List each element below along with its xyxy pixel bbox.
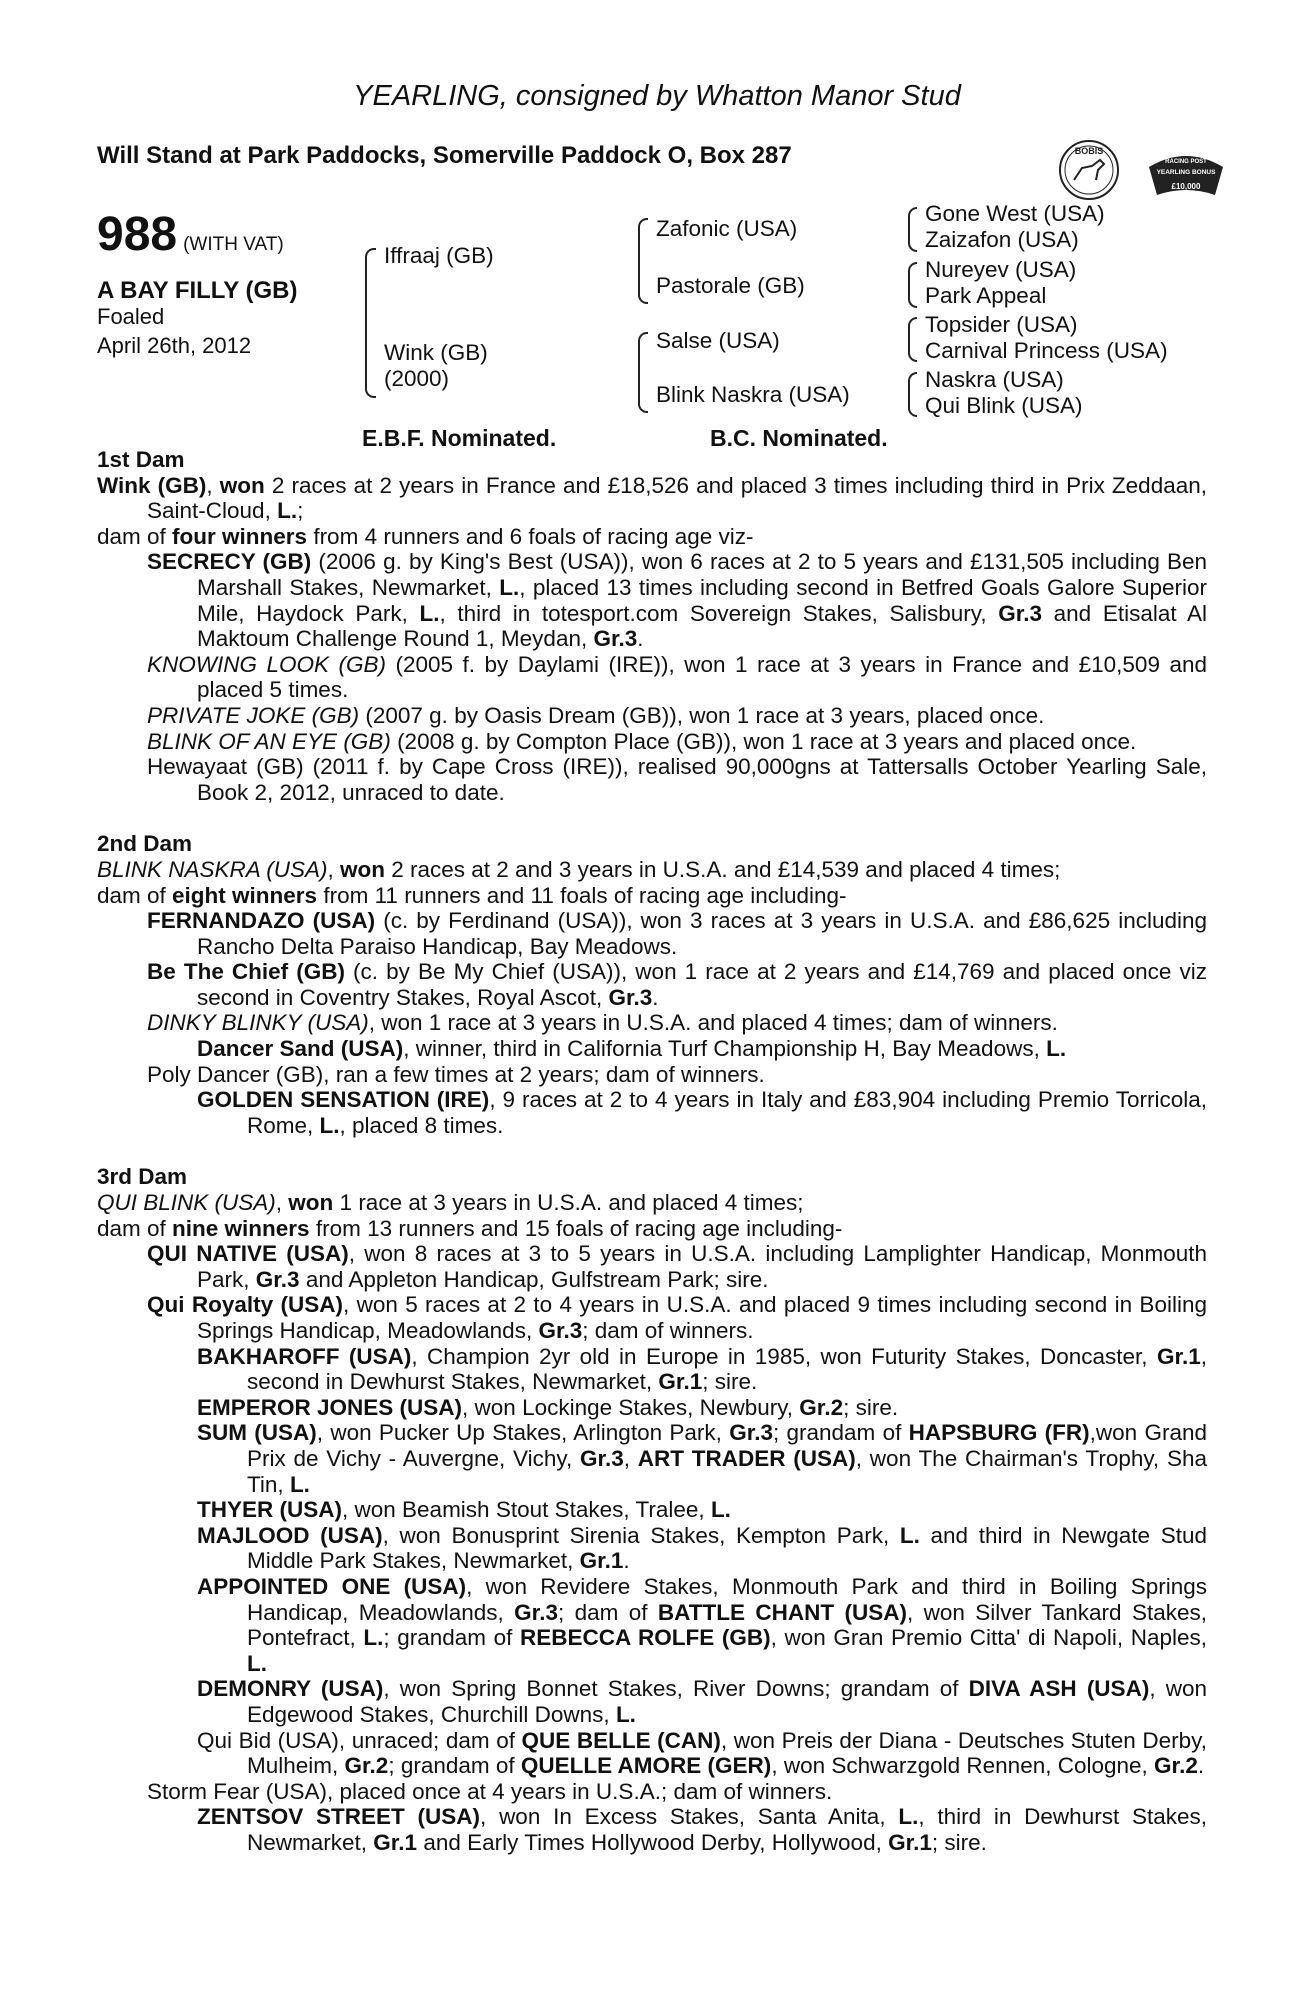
grand-ancestor-5: Topsider (USA) [925,312,1078,337]
paragraph: Wink (GB), won 2 races at 2 years in France and £18,526 and placed 3 times including third in Prix Zeddaan, Saint-Cloud, L.; [97,472,1208,524]
dam-name: Wink (GB) [384,340,488,365]
paragraph: SECRECY (GB) (2006 g. by King's Best (USA)), won 6 races at 2 to 5 years and £131,505 including Ben Marshall Stakes, Newmarket, L., placed 13 times including second in Betfred Goals Galore Superior Mile, Haydock Park, L., third in totesport.com Sovereign Stakes, Salisbury, Gr.3 and Etisalat Al Maktoum Challenge Round 1, Meydan, Gr.3. [147,549,1208,652]
paragraph: BAKHAROFF (USA), Champion 2yr old in Europe in 1985, won Futurity Stakes, Doncaster, Gr.1, second in Dewhurst Stakes, Newmarket, Gr.1; sire. [197,1343,1207,1395]
grand-ancestor-7: Naskra (USA) [925,367,1064,392]
paragraph: dam of eight winners from 11 runners and 11 foals of racing age including- [97,882,847,908]
foaled-label: Foaled [97,304,165,329]
paragraph: DINKY BLINKY (USA), won 1 race at 3 years in U.S.A. and placed 4 times; dam of winners. [147,1010,1058,1036]
paragraph: Dancer Sand (USA), winner, third in California Turf Championship H, Bay Meadows, L. [197,1036,1067,1062]
paragraph: PRIVATE JOKE (GB) (2007 g. by Oasis Dream (GB)), won 1 race at 3 years, placed once. [147,702,1045,728]
grand-ancestor-2: Zaizafon (USA) [925,227,1079,252]
ebf-nomination: E.B.F. Nominated. [362,425,557,451]
bobis-badge-icon [1054,138,1124,202]
grand-ancestor-8: Qui Blink (USA) [925,393,1083,418]
bonus-badge-mid: YEARLING BONUS [1156,169,1216,176]
pedigree-brace [908,372,917,417]
paragraph: BLINK OF AN EYE (GB) (2008 g. by Compton Place (GB)), won 1 race at 3 years and placed once. [147,728,1137,754]
grand-ancestor-3: Nureyev (USA) [925,257,1077,282]
paragraph: Hewayaat (GB) (2011 f. by Cape Cross (IRE)), realised 90,000gns at Tattersalls October Yearling Sale, Book 2, 2012, unraced to date. [147,754,1207,805]
paragraph: Qui Bid (USA), unraced; dam of QUE BELLE (CAN), won Preis der Diana - Deutsches Stuten Derby, Mulheim, Gr.2; grandam of QUELLE AMORE (GER), won Schwarzgold Rennen, Cologne, Gr.2. [197,1727,1207,1779]
vat-note: (WITH VAT) [183,234,284,255]
dam-dam: Blink Naskra (USA) [656,382,850,407]
bonus-badge-amount: £10,000 [1171,182,1201,191]
paragraph: FERNANDAZO (USA) (c. by Ferdinand (USA)), won 3 races at 3 years in U.S.A. and £86,625 including Rancho Delta Paraiso Handicap, Bay Meadows. [147,908,1208,959]
grand-ancestor-1: Gone West (USA) [925,201,1105,226]
paragraph: ZENTSOV STREET (USA), won In Excess Stakes, Santa Anita, L., third in Dewhurst Stakes, Newmarket, Gr.1 and Early Times Hollywood Derby, Hollywood, Gr.1; sire. [197,1804,1208,1855]
bonus-badge-top: RACING POST [1165,159,1207,165]
paragraph: EMPEROR JONES (USA), won Lockinge Stakes, Newbury, Gr.2; sire. [197,1394,899,1420]
pedigree-brace [638,218,648,304]
stand-location: Will Stand at Park Paddocks, Somerville Paddock O, Box 287 [97,142,792,169]
grand-ancestor-4: Park Appeal [925,283,1047,308]
paragraph: Be The Chief (GB) (c. by Be My Chief (USA)), won 1 race at 2 years and £14,769 and placed once viz second in Coventry Stakes, Royal Ascot, Gr.3. [147,959,1207,1010]
paragraph: QUI BLINK (USA), won 1 race at 3 years in U.S.A. and placed 4 times; [97,1190,804,1216]
grand-ancestor-6: Carnival Princess (USA) [925,338,1168,363]
lot-number: 988 [97,208,178,261]
foaled-info [97,302,251,360]
section-heading-3rd-dam: 3rd Dam [97,1164,188,1190]
sire-sire: Zafonic (USA) [656,216,798,241]
paragraph: KNOWING LOOK (GB) (2005 f. by Daylami (IRE)), won 1 race at 3 years in France and £10,509 and placed 5 times. [147,651,1207,703]
sire-name: Iffraaj (GB) [384,243,494,268]
paragraph: THYER (USA), won Beamish Stout Stakes, Tralee, L. [197,1497,731,1523]
bc-nomination: B.C. Nominated. [710,425,888,451]
paragraph: GOLDEN SENSATION (IRE), 9 races at 2 to 4 years in Italy and £83,904 including Premio Torricola, Rome, L., placed 8 times. [197,1087,1208,1138]
section-heading-2nd-dam: 2nd Dam [97,831,193,857]
yearling-bonus-badge-icon [1145,145,1227,201]
paragraph: Storm Fear (USA), placed once at 4 years in U.S.A.; dam of winners. [147,1778,833,1804]
pedigree-brace [908,317,917,362]
paragraph: QUI NATIVE (USA), won 8 races at 3 to 5 years in U.S.A. including Lamplighter Handicap, Monmouth Park, Gr.3 and Appleton Handicap, Gulfstream Park; sire. [147,1241,1207,1292]
foaled-date: April 26th, 2012 [97,333,252,358]
section-heading-1st-dam: 1st Dam [97,447,185,472]
paragraph: DEMONRY (USA), won Spring Bonnet Stakes, River Downs; grandam of DIVA ASH (USA), won Edgewood Stakes, Churchill Downs, L. [197,1676,1207,1727]
paragraph: dam of four winners from 4 runners and 6 foals of racing age viz- [97,523,754,549]
paragraph: dam of nine winners from 13 runners and 15 foals of racing age including- [97,1215,843,1241]
paragraph: Poly Dancer (GB), ran a few times at 2 years; dam of winners. [147,1061,765,1087]
paragraph: BLINK NASKRA (USA), won 2 races at 2 and 3 years in U.S.A. and £14,539 and placed 4 times; [97,856,1061,882]
page-title: YEARLING, consigned by Whatton Manor Stud [353,80,961,112]
horse-name: A BAY FILLY (GB) [97,277,298,304]
paragraph: MAJLOOD (USA), won Bonusprint Sirenia Stakes, Kempton Park, L. and third in Newgate Stud Middle Park Stakes, Newmarket, Gr.1. [197,1522,1207,1574]
paragraph: APPOINTED ONE (USA), won Revidere Stakes, Monmouth Park and third in Boiling Springs Handicap, Meadowlands, Gr.3; dam of BATTLE CHANT (USA), won Silver Tankard Stakes, Pontefract, L.; grandam of REBECCA ROLFE (GB), won Gran Premio Citta' di Napoli, Naples, L. [197,1573,1208,1676]
pedigree-brace [365,248,376,398]
pedigree-brace [638,332,648,413]
dam-year: (2000) [384,366,450,391]
paragraph: Qui Royalty (USA), won 5 races at 2 to 4 years in U.S.A. and placed 9 times including second in Boiling Springs Handicap, Meadowlands, Gr.3; dam of winners. [147,1292,1207,1343]
pedigree-brace [908,262,917,308]
sire-dam: Pastorale (GB) [656,273,805,298]
dam-sire: Salse (USA) [656,328,780,353]
bobis-badge-text: BOBIS [1074,146,1104,156]
paragraph: SUM (USA), won Pucker Up Stakes, Arlington Park, Gr.3; grandam of HAPSBURG (FR),won Grand Prix de Vichy - Auvergne, Vichy, Gr.3, ART TRADER (USA), won The Chairman's Trophy, Sha Tin, L. [197,1420,1208,1497]
lot-number-block [97,207,284,262]
pedigree-brace [908,207,917,252]
produce-record [97,447,1207,1855]
